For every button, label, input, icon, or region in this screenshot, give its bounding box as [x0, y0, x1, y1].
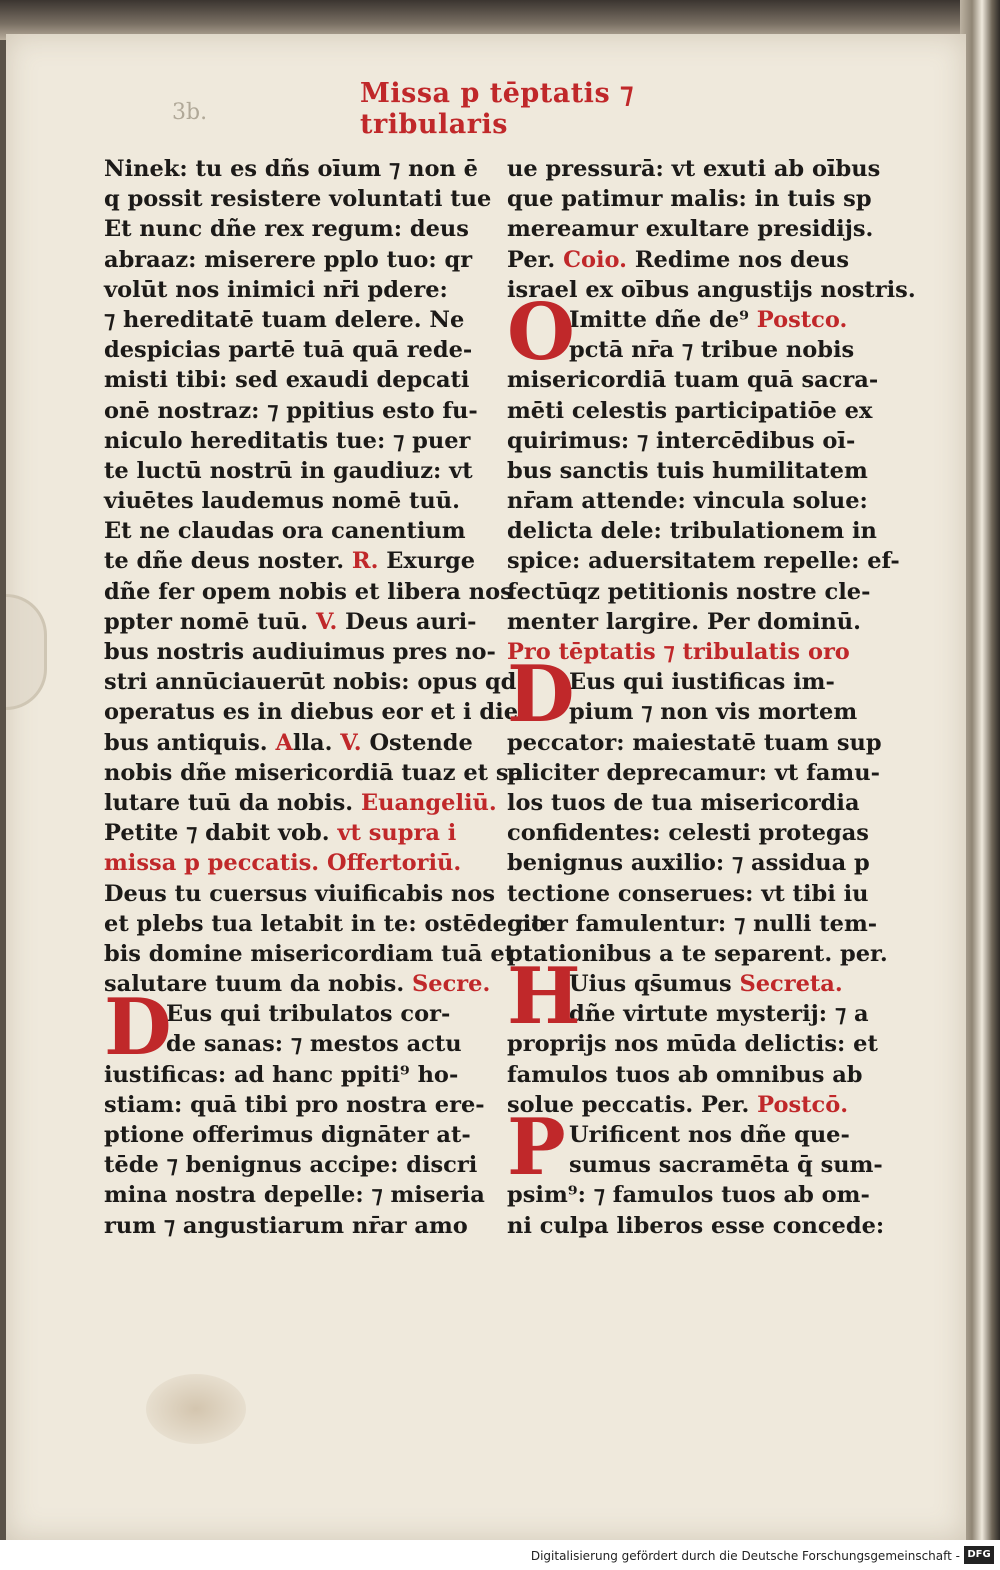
text-line: viuētes laudemus nomē tuū.: [104, 488, 460, 515]
text-line: nobis dñe misericordiā tuaz et sa: [104, 759, 524, 786]
running-head: Missa p tēptatis ⁊ tribularis: [360, 78, 634, 140]
text-line: despicias partē tuā quā rede-: [104, 337, 473, 364]
rubricated-initial: D: [104, 981, 172, 1073]
text-line: mereamur exultare presidijs.: [507, 216, 874, 243]
text-line: sumus sacramēta q̄ sum-: [569, 1152, 883, 1179]
text-line: tectione conserues: vt tibi iu: [507, 880, 869, 907]
text-line: delicta dele: tribulationem in: [507, 518, 877, 545]
text-line: israel ex oībus angustijs nostris.: [507, 276, 916, 303]
text-line: Et nunc dñe rex regum: deus: [104, 216, 469, 243]
text-line: stri annūciauerūt nobis: opus qd: [104, 669, 517, 696]
text-line: misti tibi: sed exaudi depcati: [104, 367, 470, 394]
text-line: dñe virtute mysterij: ⁊ a: [569, 1001, 869, 1028]
footer-credit: Digitalisierung gefördert durch die Deutsche Forschungsgemeinschaft -: [530, 1549, 960, 1563]
text-line: peccator: maiestatē tuam sup: [507, 729, 882, 756]
text-line: q possit resistere voluntati tue: [104, 186, 492, 213]
text-line: pium ⁊ non vis mortem: [569, 699, 858, 726]
text-line: giter famulentur: ⁊ nulli tem-: [507, 910, 878, 937]
footer-bar: [0, 1540, 1000, 1570]
text-line: tēde ⁊ benignus accipe: discri: [104, 1152, 478, 1179]
text-line: stiam: quā tibi pro nostra ere-: [104, 1091, 485, 1118]
text-line: ue pressurā: vt exuti ab oībus: [507, 156, 881, 182]
text-line: fectūqz petitionis nostre cle-: [507, 578, 871, 605]
folio-number: 3b.: [172, 100, 208, 125]
text-line: iustificas: ad hanc ppiti⁹ ho-: [104, 1061, 459, 1088]
text-line: los tuos de tua misericordia: [507, 789, 860, 816]
text-line: Deus tu cuersus viuificabis nos: [104, 880, 496, 907]
text-line: pctā nr̄a ⁊ tribue nobis: [569, 337, 855, 364]
text-line: Petite ⁊ dabit vob. vt supra i: [104, 820, 457, 847]
dfg-logo: DFG: [964, 1546, 994, 1564]
text-line: rum ⁊ angustiarum nr̄ar amo: [104, 1212, 468, 1239]
text-line: niculo hereditatis tue: ⁊ puer: [104, 427, 471, 454]
rubricated-initial: D: [507, 649, 575, 741]
text-line: psim⁹: ⁊ famulos tuos ab om-: [507, 1182, 870, 1209]
clasp-mark: [6, 594, 47, 710]
text-line: de sanas: ⁊ mestos actu: [166, 1031, 462, 1058]
text-line: Per. Coio. Redime nos deus: [507, 246, 850, 273]
text-line: confidentes: celesti protegas: [507, 820, 869, 847]
text-line: menter largire. Per dominū.: [507, 608, 861, 635]
text-line: dñe fer opem nobis et libera nos: [104, 578, 513, 605]
text-line: ptione offerimus dignāter at-: [104, 1122, 471, 1148]
text-line: abraaz: miserere pplo tuo: qr: [104, 246, 473, 273]
text-line: operatus es in diebus eor et i die-: [104, 699, 528, 726]
text-line: benignus auxilio: ⁊ assidua p: [507, 850, 870, 877]
text-line: Urificent nos dñe que-: [569, 1122, 850, 1148]
text-line: mēti celestis participatiōe ex: [507, 397, 873, 424]
text-line: famulos tuos ab omnibus ab: [507, 1061, 863, 1088]
right-text-column: [507, 154, 916, 1241]
text-line: Pro tēptatis ⁊ tribulatis oro: [507, 639, 850, 665]
text-line: bus sanctis tuis humilitatem: [507, 457, 868, 484]
text-line: te luctū nostrū in gaudiuz: vt: [104, 457, 473, 484]
rubricated-initial: O: [507, 287, 575, 378]
text-line: Et ne claudas ora canentium: [104, 518, 466, 545]
text-line: Eus qui iustificas im-: [569, 669, 835, 696]
text-line: Imitte dñe de⁹ Postco.: [569, 306, 848, 333]
text-line: ppter nomē tuū. V. Deus auri-: [104, 608, 477, 635]
paper-stain: [146, 1374, 246, 1444]
text-line: quirimus: ⁊ intercēdibus oī-: [507, 427, 856, 454]
text-line: et plebs tua letabit in te: ostēde no: [104, 910, 547, 937]
text-line: nr̄am attende: vincula solue:: [507, 488, 868, 515]
text-line: pliciter deprecamur: vt famu-: [507, 759, 880, 786]
text-line: missa p peccatis. Offertoriū.: [104, 850, 462, 877]
text-line: ni culpa liberos esse concede:: [507, 1212, 885, 1239]
rubricated-initial: P: [507, 1102, 566, 1194]
text-line: mina nostra depelle: ⁊ miseria: [104, 1182, 485, 1209]
book-spine-edge: [960, 0, 1000, 1570]
text-line: Uius qs̄umus Secreta.: [569, 971, 843, 998]
text-line: misericordiā tuam quā sacra-: [507, 367, 879, 394]
text-line: Eus qui tribulatos cor-: [166, 1001, 451, 1028]
text-line: lutare tuū da nobis. Euangeliū.: [104, 789, 497, 816]
text-line: volūt nos inimici nr̄i pdere:: [104, 276, 448, 303]
text-line: salutare tuum da nobis. Secre.: [104, 971, 491, 998]
rubricated-initial: H: [507, 951, 581, 1043]
text-line: onē nostraz: ⁊ ppitius esto fu-: [104, 397, 478, 424]
text-line: bis domine misericordiam tuā et: [104, 940, 516, 967]
text-line: ⁊ hereditatē tuam delere. Ne: [104, 306, 465, 333]
text-line: Ninek: tu es dñs oīum ⁊ non ē: [104, 156, 478, 182]
text-line: solue peccatis. Per. Postcō.: [507, 1091, 849, 1118]
text-line: spice: aduersitatem repelle: ef-: [507, 548, 900, 575]
text-line: bus nostris audiuimus pres no-: [104, 639, 496, 665]
text-line: proprijs nos mūda delictis: et: [507, 1031, 878, 1058]
left-text-column: [104, 154, 547, 1241]
text-line: que patimur malis: in tuis sp: [507, 186, 872, 213]
text-line: ptationibus a te separent. per.: [507, 940, 888, 967]
text-line: bus antiquis. Alla. V. Ostende: [104, 729, 473, 756]
text-line: te dñe deus noster. R. Exurge: [104, 548, 476, 575]
